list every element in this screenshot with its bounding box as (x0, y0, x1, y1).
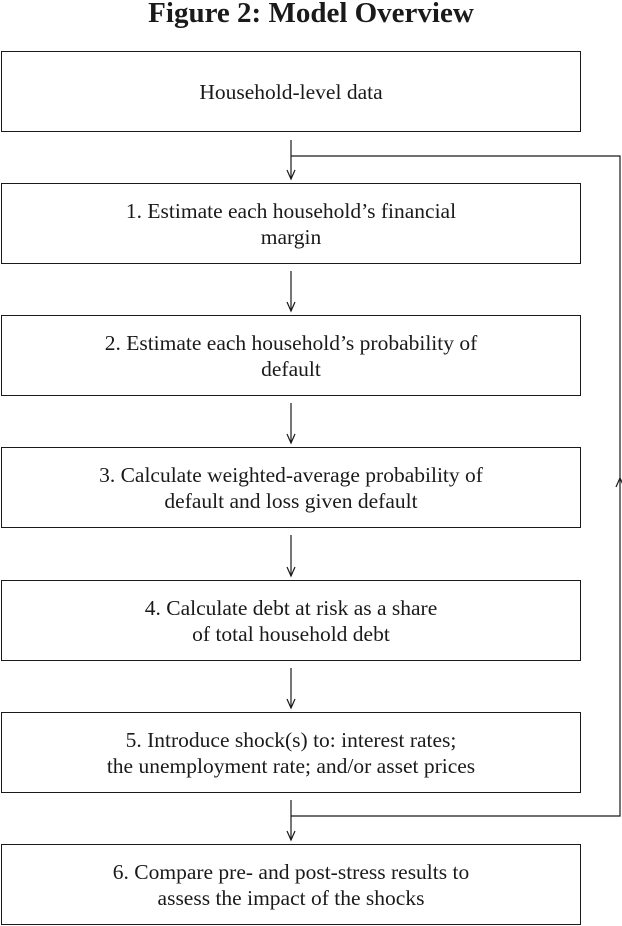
down-arrow-head (287, 831, 295, 840)
down-arrow-head (287, 302, 295, 311)
feedback-loop-arrow-head (616, 478, 622, 487)
step-box-compare-results (1, 844, 581, 925)
step-text (113, 859, 469, 911)
step-text (105, 330, 478, 382)
step-box-financial-margin (1, 183, 581, 264)
step-text (126, 198, 456, 250)
step-text-line: default (261, 356, 321, 381)
down-arrow-head (287, 567, 295, 576)
step-text-line: 3. Calculate weighted-average probability of (99, 462, 483, 487)
down-arrow-head (287, 434, 295, 443)
step-text-line: 1. Estimate each household’s financial (125, 198, 457, 223)
step-text-line: default and loss given default (164, 488, 418, 513)
down-arrow-head (287, 699, 295, 708)
step-box-household-data (1, 51, 581, 132)
step-box-debt-at-risk (1, 580, 581, 661)
figure-title: Figure 2: Model Overview (148, 0, 474, 29)
step-text (107, 727, 475, 779)
step-box-probability-of-default (1, 315, 581, 396)
step-text-line: the unemployment rate; and/or asset prices (106, 753, 476, 778)
step-text-line: 5. Introduce shock(s) to: interest rates; (125, 727, 457, 752)
step-text-line: of total household debt (192, 621, 390, 646)
step-box-introduce-shocks (1, 712, 581, 793)
step-text (199, 79, 382, 105)
step-text-line: 6. Compare pre- and post-stress results to (112, 859, 470, 884)
step-text-line: Household-level data (199, 79, 383, 104)
step-text-line: 4. Calculate debt at risk as a share (144, 595, 438, 620)
down-arrow-head (287, 170, 295, 179)
step-text-line: assess the impact of the shocks (157, 885, 425, 910)
step-box-weighted-average (1, 447, 581, 528)
step-text-line: margin (260, 224, 322, 249)
step-text (99, 462, 483, 514)
step-text (145, 595, 438, 647)
step-text-line: 2. Estimate each household’s probability of (104, 330, 478, 355)
